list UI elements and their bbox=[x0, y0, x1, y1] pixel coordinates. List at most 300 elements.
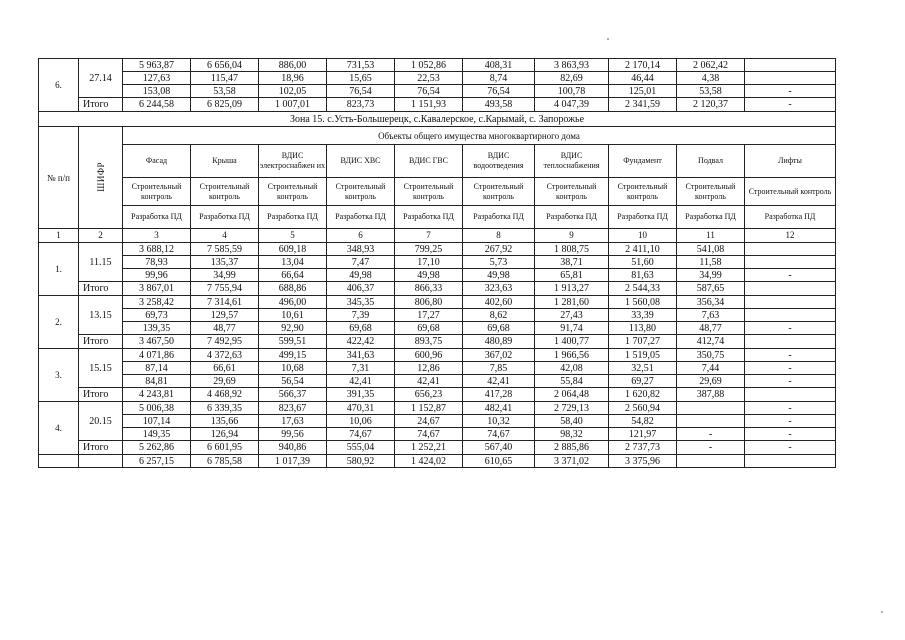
table-row bbox=[39, 296, 836, 309]
total-cell: 4 468,92 bbox=[191, 388, 259, 402]
value-cell bbox=[677, 402, 745, 415]
total-cell: 1 007,01 bbox=[259, 98, 327, 112]
control-header: Строительный контроль bbox=[745, 178, 836, 206]
column-number-row bbox=[39, 229, 836, 243]
value-cell: 2 729,13 bbox=[535, 402, 609, 415]
value-cell: 48,77 bbox=[191, 322, 259, 335]
value-cell: 53,58 bbox=[677, 85, 745, 98]
value-cell: 610,65 bbox=[463, 455, 535, 468]
total-cell: 587,65 bbox=[677, 282, 745, 296]
value-cell: 69,68 bbox=[327, 322, 395, 335]
zone-row bbox=[39, 112, 836, 127]
design-header: Разработка ПД bbox=[745, 206, 836, 229]
table-row bbox=[39, 402, 836, 415]
value-cell: 42,08 bbox=[535, 362, 609, 375]
value-cell: - bbox=[677, 428, 745, 441]
total-cell: 323,63 bbox=[463, 282, 535, 296]
value-cell: 74,67 bbox=[327, 428, 395, 441]
value-cell: 98,32 bbox=[535, 428, 609, 441]
design-header: Разработка ПД bbox=[677, 206, 745, 229]
value-cell: 53,58 bbox=[191, 85, 259, 98]
value-cell: 24,67 bbox=[395, 415, 463, 428]
table-row bbox=[39, 428, 836, 441]
value-cell: - bbox=[745, 415, 836, 428]
value-cell: 341,63 bbox=[327, 349, 395, 362]
control-header: Строительный контроль bbox=[123, 178, 191, 206]
value-cell: 3 688,12 bbox=[123, 243, 191, 256]
value-cell: 29,69 bbox=[677, 375, 745, 388]
value-cell: 129,57 bbox=[191, 309, 259, 322]
value-cell: 54,82 bbox=[609, 415, 677, 428]
total-cell bbox=[745, 388, 836, 402]
total-row bbox=[39, 282, 836, 296]
total-cell: 5 262,86 bbox=[123, 441, 191, 455]
value-cell: 42,41 bbox=[395, 375, 463, 388]
control-header: Строительный контроль bbox=[327, 178, 395, 206]
total-cell: 566,37 bbox=[259, 388, 327, 402]
value-cell: 38,71 bbox=[535, 256, 609, 269]
category-header: ВДИС водоотведения bbox=[463, 145, 535, 178]
column-number: 9 bbox=[535, 229, 609, 243]
value-cell: 65,81 bbox=[535, 269, 609, 282]
value-cell: 496,00 bbox=[259, 296, 327, 309]
value-cell bbox=[745, 256, 836, 269]
column-number: 2 bbox=[79, 229, 123, 243]
value-cell: 10,32 bbox=[463, 415, 535, 428]
value-cell: 135,66 bbox=[191, 415, 259, 428]
table-row bbox=[39, 59, 836, 72]
value-cell: 799,25 bbox=[395, 243, 463, 256]
total-label: Итого bbox=[79, 98, 123, 112]
value-cell: 3 863,93 bbox=[535, 59, 609, 72]
value-cell: 49,98 bbox=[395, 269, 463, 282]
value-cell: 2 062,42 bbox=[677, 59, 745, 72]
value-cell: 56,54 bbox=[259, 375, 327, 388]
budget-table bbox=[38, 58, 836, 468]
category-header: Фасад bbox=[123, 145, 191, 178]
value-cell: 78,93 bbox=[123, 256, 191, 269]
table-row bbox=[39, 375, 836, 388]
total-cell: 1 400,77 bbox=[535, 335, 609, 349]
total-cell: 2 064,48 bbox=[535, 388, 609, 402]
group-header: Объекты общего имущества многоквартирного дома bbox=[123, 127, 836, 145]
value-cell: 7,44 bbox=[677, 362, 745, 375]
design-header: Разработка ПД bbox=[191, 206, 259, 229]
value-cell: 69,73 bbox=[123, 309, 191, 322]
value-cell: 87,14 bbox=[123, 362, 191, 375]
value-cell: 69,68 bbox=[463, 322, 535, 335]
value-cell: - bbox=[745, 85, 836, 98]
value-cell: 92,90 bbox=[259, 322, 327, 335]
value-cell: - bbox=[745, 349, 836, 362]
total-cell: 6 825,09 bbox=[191, 98, 259, 112]
value-cell bbox=[745, 59, 836, 72]
value-cell: 8,62 bbox=[463, 309, 535, 322]
value-cell: 1 052,86 bbox=[395, 59, 463, 72]
total-cell: 2 885,86 bbox=[535, 441, 609, 455]
value-cell: 580,92 bbox=[327, 455, 395, 468]
table-row bbox=[39, 256, 836, 269]
total-cell bbox=[745, 282, 836, 296]
value-cell: 69,68 bbox=[395, 322, 463, 335]
column-number: 4 bbox=[191, 229, 259, 243]
value-cell: 10,06 bbox=[327, 415, 395, 428]
value-cell: 348,93 bbox=[327, 243, 395, 256]
total-cell: 6 601,95 bbox=[191, 441, 259, 455]
value-cell: 5,73 bbox=[463, 256, 535, 269]
value-cell: 76,54 bbox=[327, 85, 395, 98]
value-cell: 482,41 bbox=[463, 402, 535, 415]
value-cell bbox=[677, 455, 745, 468]
value-cell: 1 966,56 bbox=[535, 349, 609, 362]
value-cell: 2 560,94 bbox=[609, 402, 677, 415]
column-number: 12 bbox=[745, 229, 836, 243]
table-row bbox=[39, 269, 836, 282]
total-cell: 480,89 bbox=[463, 335, 535, 349]
value-cell: 408,31 bbox=[463, 59, 535, 72]
value-cell: 51,60 bbox=[609, 256, 677, 269]
total-cell: 3 867,01 bbox=[123, 282, 191, 296]
total-row bbox=[39, 388, 836, 402]
value-cell: 6 656,04 bbox=[191, 59, 259, 72]
value-cell: 46,44 bbox=[609, 72, 677, 85]
value-cell: 66,61 bbox=[191, 362, 259, 375]
row-cipher: 13.15 bbox=[79, 296, 123, 335]
total-cell: 2 544,33 bbox=[609, 282, 677, 296]
total-cell: 555,04 bbox=[327, 441, 395, 455]
value-cell bbox=[745, 72, 836, 85]
row-cipher bbox=[79, 455, 123, 468]
value-cell: 12,86 bbox=[395, 362, 463, 375]
scan-speck bbox=[881, 611, 883, 613]
table-row bbox=[39, 349, 836, 362]
value-cell: 609,18 bbox=[259, 243, 327, 256]
value-cell: 4,38 bbox=[677, 72, 745, 85]
value-cell: 15,65 bbox=[327, 72, 395, 85]
value-cell: 17,10 bbox=[395, 256, 463, 269]
value-cell: 100,78 bbox=[535, 85, 609, 98]
control-header: Строительный контроль bbox=[463, 178, 535, 206]
total-cell: 866,33 bbox=[395, 282, 463, 296]
column-number: 5 bbox=[259, 229, 327, 243]
control-header: Строительный контроль bbox=[535, 178, 609, 206]
value-cell: 7,63 bbox=[677, 309, 745, 322]
value-cell: 2 170,14 bbox=[609, 59, 677, 72]
value-cell: 17,27 bbox=[395, 309, 463, 322]
value-cell: 3 258,42 bbox=[123, 296, 191, 309]
row-index: 4. bbox=[39, 402, 79, 455]
value-cell: 27,43 bbox=[535, 309, 609, 322]
value-cell: 107,14 bbox=[123, 415, 191, 428]
row-index bbox=[39, 455, 79, 468]
table-row bbox=[39, 72, 836, 85]
control-header: Строительный контроль bbox=[259, 178, 327, 206]
column-number: 8 bbox=[463, 229, 535, 243]
total-cell: 6 244,58 bbox=[123, 98, 191, 112]
table-row bbox=[39, 309, 836, 322]
value-cell: 886,00 bbox=[259, 59, 327, 72]
value-cell bbox=[745, 296, 836, 309]
design-header: Разработка ПД bbox=[463, 206, 535, 229]
value-cell: 99,56 bbox=[259, 428, 327, 441]
total-cell: 422,42 bbox=[327, 335, 395, 349]
scan-speck bbox=[607, 38, 609, 40]
column-header-number: № п/п bbox=[39, 127, 79, 229]
value-cell: 402,60 bbox=[463, 296, 535, 309]
value-cell: 84,81 bbox=[123, 375, 191, 388]
value-cell: 153,08 bbox=[123, 85, 191, 98]
value-cell: 7,85 bbox=[463, 362, 535, 375]
value-cell: 42,41 bbox=[327, 375, 395, 388]
value-cell: 102,05 bbox=[259, 85, 327, 98]
value-cell: 499,15 bbox=[259, 349, 327, 362]
value-cell: 541,08 bbox=[677, 243, 745, 256]
value-cell: 1 519,05 bbox=[609, 349, 677, 362]
value-cell: - bbox=[745, 362, 836, 375]
value-cell: 48,77 bbox=[677, 322, 745, 335]
value-cell: 1 424,02 bbox=[395, 455, 463, 468]
category-header: Лифты bbox=[745, 145, 836, 178]
value-cell: 82,69 bbox=[535, 72, 609, 85]
value-cell: 7,31 bbox=[327, 362, 395, 375]
row-index: 6. bbox=[39, 59, 79, 112]
value-cell: - bbox=[745, 402, 836, 415]
value-cell: 1 017,39 bbox=[259, 455, 327, 468]
value-cell: 149,35 bbox=[123, 428, 191, 441]
total-cell: 493,58 bbox=[463, 98, 535, 112]
value-cell: 49,98 bbox=[327, 269, 395, 282]
column-number: 7 bbox=[395, 229, 463, 243]
total-cell: 567,40 bbox=[463, 441, 535, 455]
value-cell: 113,80 bbox=[609, 322, 677, 335]
total-label: Итого bbox=[79, 441, 123, 455]
total-cell: 2 737,73 bbox=[609, 441, 677, 455]
value-cell: 55,84 bbox=[535, 375, 609, 388]
value-cell: 121,97 bbox=[609, 428, 677, 441]
value-cell: 4 071,86 bbox=[123, 349, 191, 362]
value-cell: 125,01 bbox=[609, 85, 677, 98]
value-cell: 356,34 bbox=[677, 296, 745, 309]
value-cell: 3 371,02 bbox=[535, 455, 609, 468]
column-number: 10 bbox=[609, 229, 677, 243]
value-cell: 267,92 bbox=[463, 243, 535, 256]
total-cell: 2 120,37 bbox=[677, 98, 745, 112]
value-cell: 4 372,63 bbox=[191, 349, 259, 362]
design-header: Разработка ПД bbox=[535, 206, 609, 229]
value-cell: 823,67 bbox=[259, 402, 327, 415]
total-cell: 406,37 bbox=[327, 282, 395, 296]
value-cell: 135,37 bbox=[191, 256, 259, 269]
value-cell: 13,04 bbox=[259, 256, 327, 269]
total-label: Итого bbox=[79, 335, 123, 349]
value-cell: - bbox=[745, 322, 836, 335]
total-cell: 4 047,39 bbox=[535, 98, 609, 112]
row-cipher: 15.15 bbox=[79, 349, 123, 388]
value-cell: 6 785,58 bbox=[191, 455, 259, 468]
value-cell: 7 314,61 bbox=[191, 296, 259, 309]
value-cell: 42,41 bbox=[463, 375, 535, 388]
value-cell bbox=[745, 309, 836, 322]
header-row bbox=[39, 206, 836, 229]
control-header: Строительный контроль bbox=[191, 178, 259, 206]
value-cell: 33,39 bbox=[609, 309, 677, 322]
design-header: Разработка ПД bbox=[609, 206, 677, 229]
value-cell: 58,40 bbox=[535, 415, 609, 428]
header-row bbox=[39, 178, 836, 206]
column-number: 6 bbox=[327, 229, 395, 243]
total-cell: 7 492,95 bbox=[191, 335, 259, 349]
value-cell: 29,69 bbox=[191, 375, 259, 388]
row-cipher: 11.15 bbox=[79, 243, 123, 282]
category-header: ВДИС электроснабжен их bbox=[259, 145, 327, 178]
total-row bbox=[39, 98, 836, 112]
value-cell: 1 560,08 bbox=[609, 296, 677, 309]
total-cell: 387,88 bbox=[677, 388, 745, 402]
value-cell: 74,67 bbox=[463, 428, 535, 441]
value-cell: 74,67 bbox=[395, 428, 463, 441]
value-cell: 22,53 bbox=[395, 72, 463, 85]
total-cell: 940,86 bbox=[259, 441, 327, 455]
value-cell: 34,99 bbox=[191, 269, 259, 282]
value-cell: 7,47 bbox=[327, 256, 395, 269]
value-cell: - bbox=[745, 375, 836, 388]
value-cell: 5 006,38 bbox=[123, 402, 191, 415]
value-cell: 18,96 bbox=[259, 72, 327, 85]
value-cell: 81,63 bbox=[609, 269, 677, 282]
value-cell: 99,96 bbox=[123, 269, 191, 282]
value-cell: 7,39 bbox=[327, 309, 395, 322]
value-cell: 76,54 bbox=[463, 85, 535, 98]
table-row bbox=[39, 362, 836, 375]
table-row bbox=[39, 322, 836, 335]
value-cell: 126,94 bbox=[191, 428, 259, 441]
row-index: 1. bbox=[39, 243, 79, 296]
total-cell: 1 252,21 bbox=[395, 441, 463, 455]
table-row bbox=[39, 243, 836, 256]
category-header: ВДИС ХВС bbox=[327, 145, 395, 178]
value-cell: 1 152,87 bbox=[395, 402, 463, 415]
row-index: 2. bbox=[39, 296, 79, 349]
total-label: Итого bbox=[79, 282, 123, 296]
control-header: Строительный контроль bbox=[395, 178, 463, 206]
row-index: 3. bbox=[39, 349, 79, 402]
value-cell: 470,31 bbox=[327, 402, 395, 415]
value-cell: 10,68 bbox=[259, 362, 327, 375]
cipher-header-label: ШИФР bbox=[95, 161, 106, 192]
total-cell: 893,75 bbox=[395, 335, 463, 349]
total-cell: 1 707,27 bbox=[609, 335, 677, 349]
row-cipher: 20.15 bbox=[79, 402, 123, 441]
total-row bbox=[39, 335, 836, 349]
value-cell: - bbox=[745, 428, 836, 441]
category-header: Фундамент bbox=[609, 145, 677, 178]
total-cell: 823,73 bbox=[327, 98, 395, 112]
value-cell: 731,53 bbox=[327, 59, 395, 72]
value-cell: 6 257,15 bbox=[123, 455, 191, 468]
total-cell: 1 913,27 bbox=[535, 282, 609, 296]
total-cell: 4 243,81 bbox=[123, 388, 191, 402]
value-cell: 34,99 bbox=[677, 269, 745, 282]
value-cell bbox=[745, 243, 836, 256]
total-cell: 688,86 bbox=[259, 282, 327, 296]
table-row bbox=[39, 455, 836, 468]
value-cell: 10,61 bbox=[259, 309, 327, 322]
category-header: ВДИС теплоснабжения bbox=[535, 145, 609, 178]
total-cell: 1 620,82 bbox=[609, 388, 677, 402]
value-cell: 91,74 bbox=[535, 322, 609, 335]
column-header-cipher bbox=[79, 127, 123, 229]
total-cell: 391,35 bbox=[327, 388, 395, 402]
value-cell: 32,51 bbox=[609, 362, 677, 375]
design-header: Разработка ПД bbox=[395, 206, 463, 229]
total-cell: 417,28 bbox=[463, 388, 535, 402]
total-cell: 412,74 bbox=[677, 335, 745, 349]
value-cell: 17,63 bbox=[259, 415, 327, 428]
total-row bbox=[39, 441, 836, 455]
value-cell: 2 411,10 bbox=[609, 243, 677, 256]
column-number: 11 bbox=[677, 229, 745, 243]
category-header: ВДИС ГВС bbox=[395, 145, 463, 178]
header-row bbox=[39, 127, 836, 145]
total-cell: 1 151,93 bbox=[395, 98, 463, 112]
zone-title: Зона 15. с.Усть-Большерецк, с.Кавалерское, с.Карымай, с. Запорожье bbox=[39, 112, 836, 127]
value-cell: 127,63 bbox=[123, 72, 191, 85]
value-cell: 806,80 bbox=[395, 296, 463, 309]
category-header: Крыша bbox=[191, 145, 259, 178]
total-cell: 3 467,50 bbox=[123, 335, 191, 349]
table-row bbox=[39, 415, 836, 428]
value-cell: 115,47 bbox=[191, 72, 259, 85]
value-cell bbox=[677, 415, 745, 428]
control-header: Строительный контроль bbox=[677, 178, 745, 206]
value-cell: 350,75 bbox=[677, 349, 745, 362]
value-cell bbox=[745, 455, 836, 468]
value-cell: 367,02 bbox=[463, 349, 535, 362]
total-cell: 599,51 bbox=[259, 335, 327, 349]
total-cell: - bbox=[677, 441, 745, 455]
column-number: 1 bbox=[39, 229, 79, 243]
header-row bbox=[39, 145, 836, 178]
total-cell bbox=[745, 335, 836, 349]
value-cell: 76,54 bbox=[395, 85, 463, 98]
value-cell: 11,58 bbox=[677, 256, 745, 269]
document-page bbox=[38, 58, 835, 468]
total-cell: - bbox=[745, 98, 836, 112]
value-cell: 3 375,96 bbox=[609, 455, 677, 468]
value-cell: 66,64 bbox=[259, 269, 327, 282]
total-cell: 656,23 bbox=[395, 388, 463, 402]
value-cell: 49,98 bbox=[463, 269, 535, 282]
value-cell: 139,35 bbox=[123, 322, 191, 335]
value-cell: 6 339,35 bbox=[191, 402, 259, 415]
value-cell: 5 963,87 bbox=[123, 59, 191, 72]
value-cell: 600,96 bbox=[395, 349, 463, 362]
total-cell: 2 341,59 bbox=[609, 98, 677, 112]
total-cell: 7 755,94 bbox=[191, 282, 259, 296]
design-header: Разработка ПД bbox=[123, 206, 191, 229]
column-number: 3 bbox=[123, 229, 191, 243]
value-cell: 69,27 bbox=[609, 375, 677, 388]
value-cell: 345,35 bbox=[327, 296, 395, 309]
design-header: Разработка ПД bbox=[259, 206, 327, 229]
control-header: Строительный контроль bbox=[609, 178, 677, 206]
total-cell: - bbox=[745, 441, 836, 455]
value-cell: 1 808,75 bbox=[535, 243, 609, 256]
value-cell: 1 281,60 bbox=[535, 296, 609, 309]
design-header: Разработка ПД bbox=[327, 206, 395, 229]
value-cell: 8,74 bbox=[463, 72, 535, 85]
value-cell: 7 585,59 bbox=[191, 243, 259, 256]
